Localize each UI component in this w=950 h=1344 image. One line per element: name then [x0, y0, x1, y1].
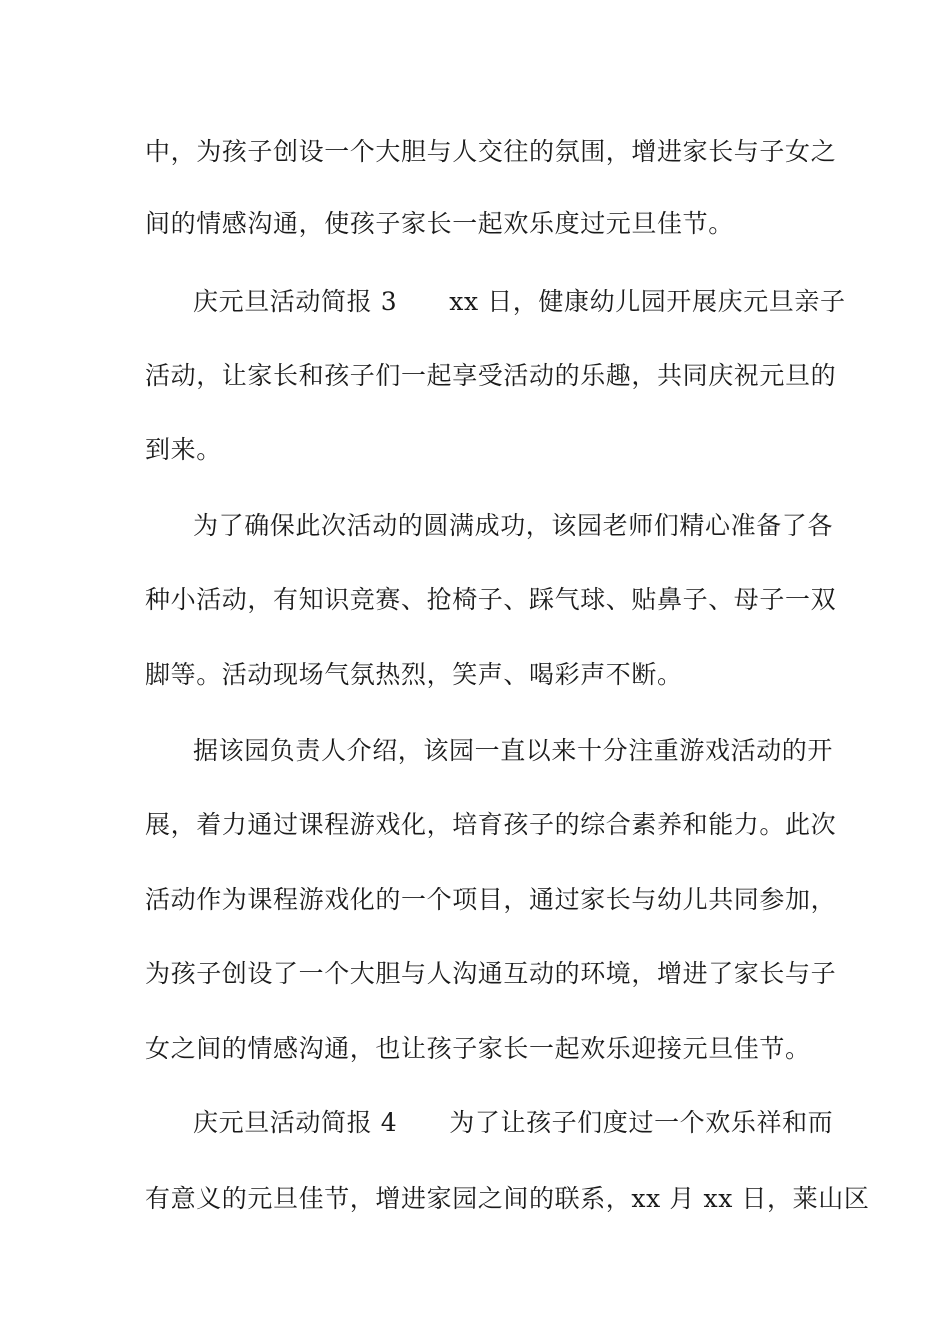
- text-line: 种小活动，有知识竞赛、抢椅子、踩气球、贴鼻子、母子一双: [145, 585, 837, 614]
- heading-title: 庆元旦活动简报 4: [193, 1108, 398, 1137]
- text-line: 活动，让家长和孩子们一起享受活动的乐趣，共同庆祝元旦的: [145, 361, 837, 390]
- text-line: 到来。: [145, 435, 222, 464]
- paragraph-first-line: 为了确保此次活动的圆满成功，该园老师们精心准备了各: [193, 511, 834, 540]
- heading-title: 庆元旦活动简报 3: [193, 287, 398, 316]
- text-line: 为孩子创设了一个大胆与人沟通互动的环境，增进了家长与子: [145, 959, 837, 988]
- text-line: 脚等。活动现场气氛热烈，笑声、喝彩声不断。: [145, 660, 683, 689]
- text-line: 中，为孩子创设一个大胆与人交往的氛围，增进家长与子女之: [145, 137, 837, 166]
- text-line: 展，着力通过课程游戏化，培育孩子的综合素养和能力。此次: [145, 810, 837, 839]
- text-line: 女之间的情感沟通，也让孩子家长一起欢乐迎接元旦佳节。: [145, 1034, 811, 1063]
- heading-text: xx 日，健康幼儿园开展庆元旦亲子: [449, 287, 846, 316]
- paragraph-first-line: 据该园负责人介绍，该园一直以来十分注重游戏活动的开: [193, 736, 834, 765]
- text-line: 活动作为课程游戏化的一个项目，通过家长与幼儿共同参加，: [145, 885, 837, 914]
- text-line: 间的情感沟通，使孩子家长一起欢乐度过元旦佳节。: [145, 209, 734, 238]
- section-heading-4: [193, 1103, 834, 1143]
- heading-text: 为了让孩子们度过一个欢乐祥和而: [449, 1108, 834, 1137]
- text-line: 有意义的元旦佳节，增进家园之间的联系，xx 月 xx 日，莱山区: [145, 1184, 870, 1213]
- section-heading-3: [193, 282, 846, 322]
